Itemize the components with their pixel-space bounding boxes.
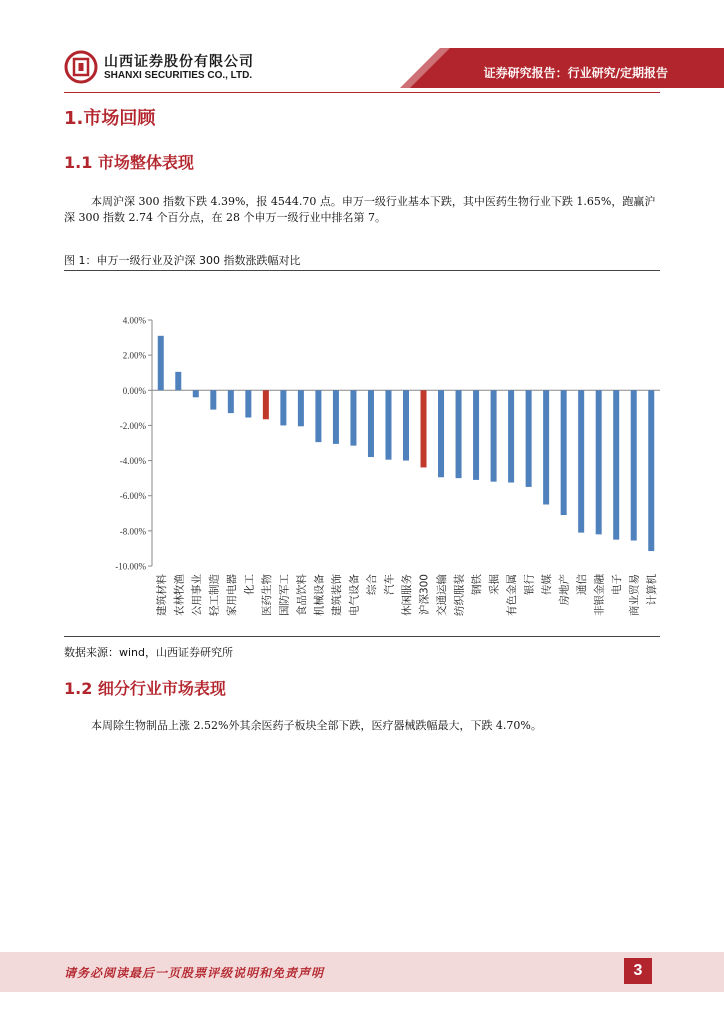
bar-传媒 — [543, 390, 549, 504]
bar-采掘 — [491, 390, 497, 481]
y-tick-label: -10.00% — [115, 561, 146, 572]
bar-食品饮料 — [298, 390, 304, 426]
bar-汽车 — [385, 390, 391, 459]
x-tick-label: 有色金属 — [506, 574, 519, 616]
x-tick-label: 通信 — [576, 574, 589, 595]
x-tick-label: 化工 — [243, 574, 256, 595]
y-tick-label: 2.00% — [122, 350, 146, 361]
x-tick-label: 机械设备 — [313, 574, 326, 616]
x-tick-label: 计算机 — [646, 574, 659, 606]
paragraph-market-overview: 本周沪深 300 指数下跌 4.39%，报 4544.70 点。申万一级行业基本下跌，其中医药生物行业下跌 1.65%，跑赢沪深 300 指数 2.74 个百分点，在 28 个申万一级行业中排名第 7。 — [64, 195, 656, 224]
bar-休闲服务 — [403, 390, 409, 460]
x-tick-label: 国防军工 — [278, 574, 291, 616]
report-type-label: 证券研究报告：行业研究/定期报告 — [483, 66, 668, 80]
bar-化工 — [245, 390, 251, 417]
y-tick-label: -4.00% — [119, 456, 146, 467]
x-tick-label: 农林牧渔 — [173, 574, 186, 616]
bar-医药生物 — [263, 390, 269, 419]
x-tick-label: 电子 — [611, 574, 624, 595]
bar-沪深300 — [421, 390, 427, 467]
y-tick-label: -6.00% — [119, 491, 146, 502]
bar-商业贸易 — [631, 390, 637, 540]
bar-综合 — [368, 390, 374, 457]
x-tick-label: 采掘 — [488, 574, 501, 595]
bar-交通运输 — [438, 390, 444, 477]
section-heading-1: 1.市场回顾 — [64, 108, 156, 129]
x-tick-label: 沪深300 — [418, 574, 431, 616]
x-tick-label: 钢铁 — [471, 574, 484, 595]
x-tick-label: 纺织服装 — [453, 574, 466, 616]
bar-银行 — [526, 390, 532, 487]
x-tick-label: 休闲服务 — [401, 574, 413, 616]
bar-房地产 — [561, 390, 567, 515]
x-tick-label: 建筑材料 — [155, 574, 168, 616]
figure-bottom-rule — [64, 636, 660, 637]
bar-通信 — [578, 390, 584, 532]
x-tick-label: 交通运输 — [436, 574, 449, 616]
section-heading-1-1: 1.1 市场整体表现 — [64, 153, 194, 172]
page-number: 3 — [624, 958, 652, 984]
x-tick-label: 家用电器 — [225, 574, 238, 616]
x-tick-label: 汽车 — [383, 574, 396, 595]
x-tick-label: 非银金融 — [593, 574, 606, 616]
bar-电子 — [613, 390, 619, 539]
footer-disclaimer: 请务必阅读最后一页股票评级说明和免责声明 — [64, 966, 325, 980]
industry-return-bar-chart — [64, 272, 660, 634]
y-tick-label: -8.00% — [119, 526, 146, 537]
paragraph-subsector: 本周除生物制品上涨 2.52%外其余医药子板块全部下跌，医疗器械跌幅最大，下跌 4.70%。 — [91, 719, 542, 732]
bar-国防军工 — [280, 390, 286, 425]
y-tick-label: -2.00% — [119, 420, 146, 431]
figure-caption: 图 1：申万一级行业及沪深 300 指数涨跌幅对比 — [64, 254, 301, 267]
bar-纺织服装 — [456, 390, 462, 478]
header-divider — [64, 92, 660, 93]
x-tick-label: 房地产 — [558, 574, 571, 606]
x-tick-label: 食品饮料 — [295, 574, 308, 616]
bar-家用电器 — [228, 390, 234, 413]
bar-公用事业 — [193, 390, 199, 397]
x-tick-label: 综合 — [365, 574, 378, 595]
x-tick-label: 商业贸易 — [628, 574, 641, 616]
bar-计算机 — [648, 390, 654, 551]
bar-机械设备 — [315, 390, 321, 442]
bar-非银金融 — [596, 390, 602, 534]
figure-top-rule — [64, 270, 660, 271]
x-tick-label: 医药生物 — [260, 574, 273, 616]
bar-轻工制造 — [210, 390, 216, 409]
bar-农林牧渔 — [175, 372, 181, 390]
bar-有色金属 — [508, 390, 514, 482]
company-name-cn: 山西证券股份有限公司 — [104, 54, 254, 70]
bar-钢铁 — [473, 390, 479, 480]
figure-source: 数据来源：wind，山西证券研究所 — [64, 646, 234, 659]
y-tick-label: 0.00% — [122, 385, 146, 396]
x-tick-label: 传媒 — [541, 574, 554, 595]
x-tick-label: 银行 — [523, 574, 536, 595]
x-tick-label: 轻工制造 — [208, 574, 221, 616]
section-heading-1-2: 1.2 细分行业市场表现 — [64, 679, 226, 698]
company-name-en: SHANXI SECURITIES CO., LTD. — [104, 70, 253, 81]
x-tick-label: 建筑装饰 — [330, 574, 343, 616]
bar-建筑材料 — [158, 336, 164, 390]
bar-电气设备 — [350, 390, 356, 445]
y-tick-label: 4.00% — [122, 315, 146, 326]
x-tick-label: 电气设备 — [348, 574, 361, 616]
bar-建筑装饰 — [333, 390, 339, 444]
x-tick-label: 公用事业 — [190, 574, 203, 616]
